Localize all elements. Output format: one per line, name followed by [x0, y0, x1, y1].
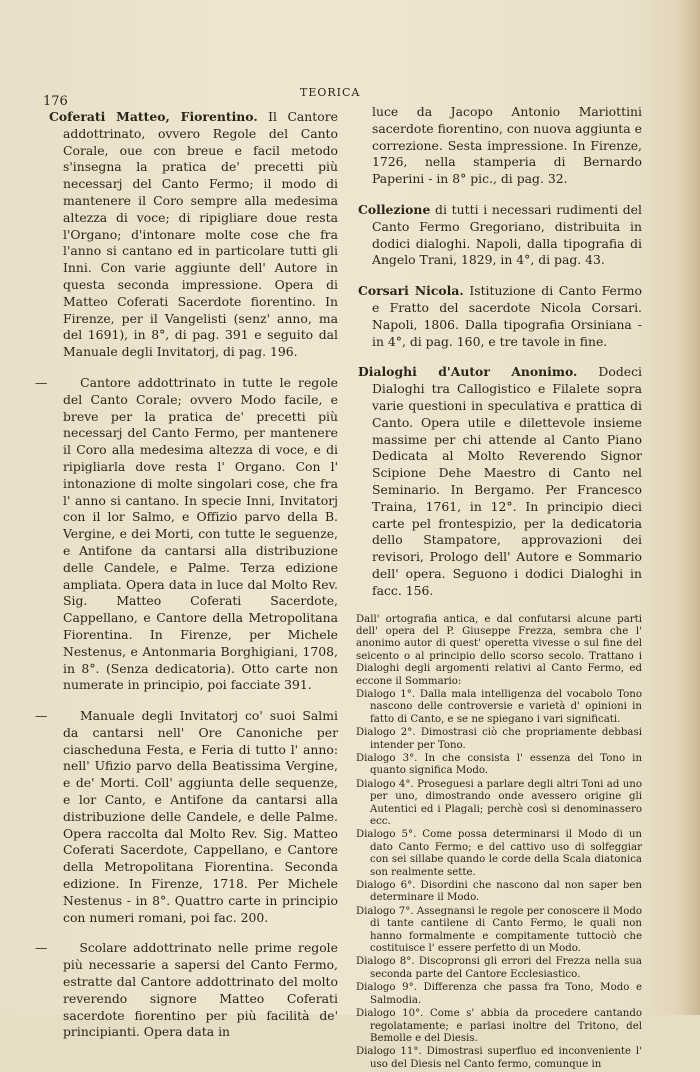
- entry-heading: Collezione: [358, 201, 431, 217]
- left-column: [35, 109, 338, 1055]
- entry-text: Manuale degli Invitatorj co' suoi Salmi da cantarsi nell' Ore Canoniche per ciascheduna Festa, e Feria di tutto l' anno: nell' Ufizio parvo della Beatissima Vergine, e de' Morti. Coll' aggiunta delle sequenze, e lor Canto, e Antifone da cantarsi alla distribuzione delle Candele, e delle Palme. Opera raccolta dal Molto Rev. Sig. Matteo Coferati Sacerdote, Cappellano, e Cantore della Metropolitana Fiorentina. Seconda edizione. In Firenze, 1718. Per Michele Nestenus - in 8°. Quattro carte in principio con numeri romani, poi fac. 200.: [63, 708, 338, 925]
- entry-text: Il Cantore addottrinato, ovvero Regole del Canto Corale, oue con breue e facil metodo s'insegna la pratica de' precetti più necessarj del Canto Fermo; il modo di mantenere il Coro sempre alla medesima altezza di voce; di ripigliare doue resta l'Organo; d'intonare molte cose che fra l'anno si cantano ed in particolare tutti gli Inni. Con varie aggiunte dell' Autore in questa seconda impressione. Opera di Matteo Coferati Sacerdote fiorentino. In Firenze, per il Vangelisti (senz' anno, ma del 1691), in 8°, di pag. 391 e seguito dal Manuale degli Invitatorj, di pag. 196.: [63, 109, 338, 360]
- dialogue-summary: Dialogo 9°. Differenza che passa fra Tono, Modo e Salmodia.: [356, 982, 642, 1006]
- entry-dash: —: [35, 708, 48, 724]
- bibliography-entry: [35, 708, 338, 926]
- dialogue-summary: Dialogo 1°. Dalla mala intelligenza del vocabolo Tono nascono delle controversie e varietà d' opinioni in fatto di Canto, e se ne spiegano i vari significati.: [356, 688, 642, 725]
- entry-heading: Dialoghi d'Autor Anonimo.: [358, 364, 578, 380]
- entry-heading: Corsari Nicola.: [358, 283, 464, 299]
- dialogue-summary: Dialogo 8°. Discopronsi gli errori del Frezza nella sua seconda parte del Cantore Ecclesiastico.: [356, 956, 642, 980]
- bibliography-entry: [352, 364, 642, 599]
- note-paragraph: Dall' ortografia antica, e dal confutarsi alcune parti dell' opera del P. Giuseppe Frezza, sembra che l' anonimo autor di quest' operetta vivesse o sul fine del seicento o al principio dello scorso secolo. Trattano i Dialoghi degli argomenti relativi al Canto Fermo, ed eccone il Sommario:: [356, 613, 642, 687]
- page-edge-shadow: [678, 0, 700, 1015]
- dialogue-summary: Dialogo 3°. In che consista l' essenza del Tono in quanto significa Modo.: [356, 752, 642, 777]
- bibliography-entry: [35, 374, 338, 694]
- entry-dash: —: [35, 940, 48, 956]
- bibliography-entry: [43, 109, 338, 361]
- dialogue-summary: Dialogo 7°. Assegnansi le regole per conoscere il Modo di tante cantilene di Canto Fermo, le quali non hanno formalmente e compitamente tuttociò che costituisce l' essere perfetto di un Modo.: [356, 905, 642, 955]
- entry-text: di tutti i necessari rudimenti del Canto Fermo Gregoriano, distribuita in dodici dialoghi. Napoli, dalla tipografia di Angelo Trani, 1829, in 4°, di pag. 43.: [372, 201, 642, 268]
- footnote-block: [352, 614, 642, 1072]
- page-number: 176: [43, 94, 68, 109]
- right-column: [352, 104, 642, 1072]
- bibliography-entry: [352, 283, 642, 350]
- entry-continuation: luce da Jacopo Antonio Mariottini sacerdote fiorentino, con nuova aggiunta e correzione. Sesta impressione. In Firenze, 1726, nella stamperia di Bernardo Paperini - in 8° pic., di pag. 32.: [372, 104, 642, 187]
- bibliography-entry: [35, 940, 338, 1041]
- entry-dash: —: [35, 374, 48, 390]
- entry-heading: Coferati Matteo, Fiorentino.: [49, 109, 258, 124]
- entry-text: Cantore addottrinato in tutte le regole del Canto Corale; ovvero Modo facile, e breve per la pratica de' precetti più necessarj del Canto Fermo, per mantenere il Coro alla medesima altezza di voce, e di ripigliarla dove resta l' Organo. Con l' intonazione di molte singolari cose, che fra l' anno si cantano. In specie Inni, Invitatorj con il lor Salmo, e Offizio parvo della B. Vergine, e dei Morti, con tutte le seguenze, e Antifone da cantarsi alla distribuzione delle Candele, e Palme. Terza edizione ampliata. Opera data in luce dal Molto Rev. Sig. Matteo Coferati Sacerdote, Cappellano, e Cantore della Metropolitana Fiorentina. In Firenze, per Michele Nestenus, e Antonmaria Borghigiani, 1708, in 8°. (Senza dedicatoria). Otto carte non numerate in principio, poi facciate 391.: [63, 374, 338, 693]
- dialogue-summary: Dialogo 4°. Proseguesi a parlare degli altri Toni ad uno per uno, dimostrando onde avessero origine gli Autentici ed i Plagali; perchè così si denominassero ecc.: [356, 778, 642, 828]
- dialogue-summary: Dialogo 2°. Dimostrasi ciò che propriamente debbasi intender per Tono.: [356, 727, 642, 751]
- dialogue-summary: Dialogo 5°. Come possa determinarsi il Modo di un dato Canto Fermo; e del cattivo uso di solfeggiar con sei sillabe quando le corde della Scala diatonica son realmente sette.: [356, 829, 642, 878]
- dialogue-summary: Dialogo 11°. Dimostrasi superfluo ed inconveniente l' uso del Diesis nel Canto fermo, comunque in: [356, 1046, 642, 1070]
- entry-text: Istituzione di Canto Fermo e Fratto del sacerdote Nicola Corsari. Napoli, 1806. Dalla tipografia Orsiniana - in 4°, di pag. 160, e tre tavole in fine.: [372, 283, 642, 349]
- dialogue-summary: Dialogo 6°. Disordini che nascono dal non saper ben determinare il Modo.: [356, 880, 642, 904]
- dialogue-summary: Dialogo 10°. Come s' abbia da procedere cantando regolatamente; e parlasi inoltre del Tritono, del Bemolle e del Diesis.: [356, 1008, 642, 1044]
- bibliography-entry: [352, 202, 642, 269]
- running-head: TEORICA: [300, 86, 361, 99]
- entry-text: Dodeci Dialoghi tra Callogistico e Filalete sopra varie questioni in speculativa e prattica di Canto. Opera utile e dilettevole insieme massime per chi attende al Canto Piano Dedicata al Molto Reverendo Signor Scipione Dehe Maestro di Canto nel Seminario. In Bergamo. Per Francesco Traina, 1761, in 12°. In principio dieci carte pel frontespizio, per la dedicatoria dello Stampatore, approvazioni dei revisori, Prologo dell' Autore e Sommario dell' opera. Seguono i dodici Dialoghi in facc. 156.: [372, 364, 642, 598]
- entry-text: Scolare addottrinato nelle prime regole più necessarie a sapersi del Canto Fermo, estratte dal Cantore addottrinato del molto reverendo signore Matteo Coferati sacerdote fiorentino per più facilità de' principianti. Opera data in: [63, 940, 338, 1040]
